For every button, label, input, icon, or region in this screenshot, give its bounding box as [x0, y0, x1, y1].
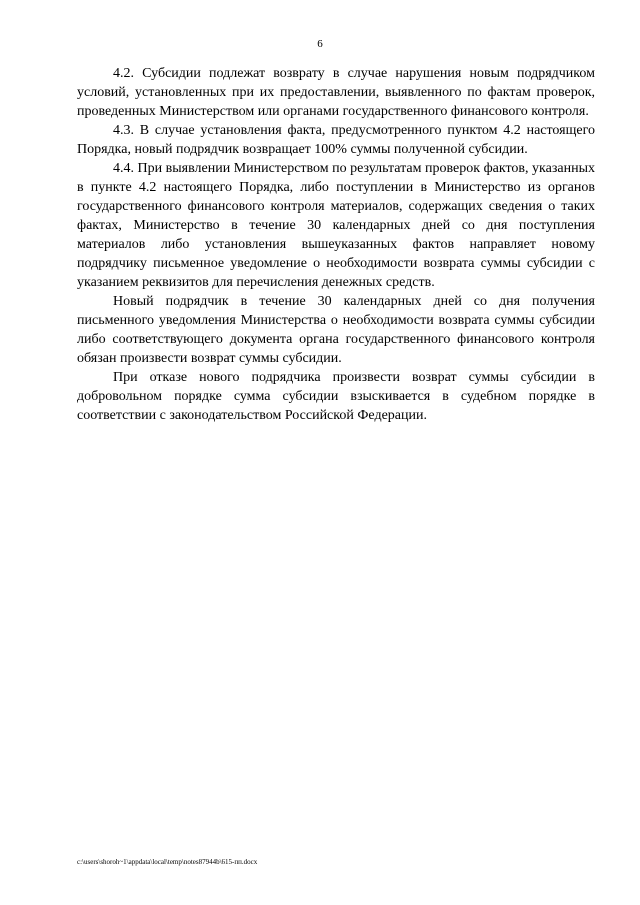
footer-file-path: c:\users\shoroh~1\appdata\local\temp\notes87944b\615-пп.docx	[77, 858, 258, 866]
paragraph-4-3: 4.3. В случае установления факта, предусмотренного пунктом 4.2 настоящего Порядка, новый подрядчик возвращает 100% суммы полученной субсидии.	[77, 123, 595, 157]
page-number: 6	[317, 38, 323, 50]
paragraph-4-2: 4.2. Субсидии подлежат возврату в случае нарушения новым подрядчиком условий, установленных при их предоставлении, выявленного по фактам проверок, проведенных Министерством или органами государственного финансового контроля.	[77, 66, 595, 119]
paragraph-4-4: 4.4. При выявлении Министерством по результатам проверок фактов, указанных в пункте 4.2 настоящего Порядка, либо поступлении в Министерство из органов государственного финансового контроля материалов, содержащих сведения о таких фактах, Министерство в течение 30 календарных дней со дня поступления материалов либо установления вышеуказанных фактов направляет новому подрядчику письменное уведомление о необходимости возврата суммы субсидии с указанием реквизитов для перечисления денежных средств.	[77, 161, 595, 290]
document-body	[77, 64, 595, 425]
paragraph-refund-deadline: Новый подрядчик в течение 30 календарных дней со дня получения письменного уведомления Министерства о необходимости возврата суммы субсидии либо соответствующего документа органа государственного финансового контроля обязан произвести возврат суммы субсидии.	[77, 294, 595, 366]
paragraph-court-recovery: При отказе нового подрядчика произвести возврат суммы субсидии в добровольном порядке сумма субсидии взыскивается в судебном порядке в соответствии с законодательством Российской Федерации.	[77, 370, 595, 423]
